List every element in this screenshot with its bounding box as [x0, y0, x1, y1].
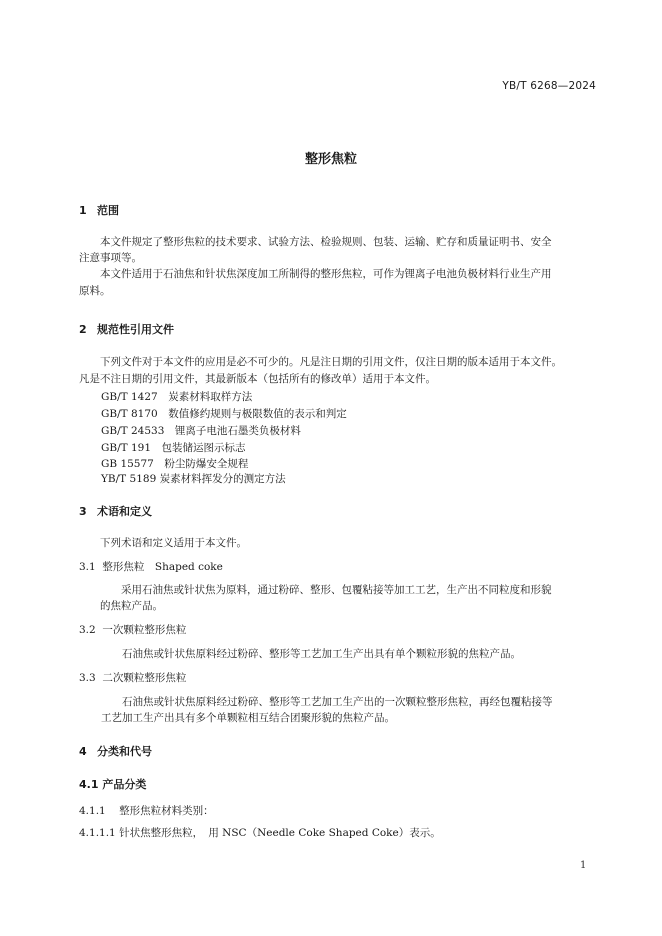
section-4-heading	[79, 743, 152, 759]
reference-item: GB/T 1427 炭素材料取样方法	[101, 391, 253, 403]
term-3-3-definition-line-1: 石油焦或针状焦原料经过粉碎、整形等工艺加工生产出的一次颗粒整形焦粒，再经包覆粘接等	[122, 696, 553, 708]
term-number: 3.3	[79, 672, 96, 684]
reference-item: YB/T 5189 炭素材料挥发分的测定方法	[101, 473, 286, 485]
reference-item: GB/T 8170 数值修约规则与极限数值的表示和判定	[101, 408, 347, 420]
scope-paragraph-2-line-2: 原料。	[79, 285, 111, 297]
section-number: 4	[79, 745, 87, 758]
term-3-1-heading	[79, 559, 223, 574]
term-3-3-definition-line-2: 工艺加工生产出具有多个单颗粒相互结合团聚形貌的焦粒产品。	[101, 712, 395, 724]
clause-number: 4.1.1	[79, 805, 106, 817]
document-number: YB/T 6268—2024	[502, 80, 596, 92]
terms-intro: 下列术语和定义适用于本文件。	[100, 537, 247, 549]
section-title: 范围	[97, 204, 119, 217]
references-intro-line-1: 下列文件对于本文件的应用是必不可少的。凡是注日期的引用文件，仅注日期的版本适用于本文件。	[100, 356, 562, 368]
term-3-2-heading	[79, 622, 186, 637]
section-title: 分类和代号	[97, 745, 152, 758]
section-number: 3	[79, 505, 87, 518]
clause-number: 4.1.1.1	[79, 827, 116, 839]
references-intro-line-2: 凡是不注日期的引用文件，其最新版本（包括所有的修改单）适用于本文件。	[79, 373, 436, 385]
clause-text: 整形焦粒材料类别：	[119, 805, 214, 817]
section-2-heading	[79, 321, 174, 337]
section-number: 2	[79, 323, 87, 336]
section-title: 规范性引用文件	[97, 323, 174, 336]
term-title: 整形焦粒 Shaped coke	[102, 561, 223, 573]
page-title: 整形焦粒	[304, 152, 357, 167]
clause-4-1-1-1	[79, 825, 441, 840]
reference-item: GB/T 24533 锂离子电池石墨类负极材料	[101, 425, 301, 437]
section-number: 1	[79, 204, 87, 217]
term-3-2-definition-line-1: 石油焦或针状焦原料经过粉碎、整形等工艺加工生产出具有单个颗粒形貌的焦粒产品。	[122, 648, 521, 660]
clause-text: 针状焦整形焦粒， 用 NSC（Needle Coke Shaped Coke）表示。	[119, 827, 441, 839]
scope-paragraph-1-line-1: 本文件规定了整形焦粒的技术要求、试验方法、检验规则、包装、运输、贮存和质量证明书、安全	[100, 236, 552, 248]
term-3-1-definition-line-1: 采用石油焦或针状焦为原料，通过粉碎、整形、包覆粘接等加工工艺，生产出不同粒度和形貌	[121, 584, 552, 596]
term-number: 3.2	[79, 624, 96, 636]
term-3-3-heading	[79, 670, 186, 685]
term-title: 二次颗粒整形焦粒	[102, 672, 187, 684]
term-title: 一次颗粒整形焦粒	[102, 624, 187, 636]
page-number: 1	[580, 860, 587, 871]
section-title: 术语和定义	[97, 505, 152, 518]
section-1-heading	[79, 202, 119, 218]
scope-paragraph-2-line-1: 本文件适用于石油焦和针状焦深度加工所制得的整形焦粒，可作为锂离子电池负极材料行业生产用	[100, 268, 552, 280]
term-number: 3.1	[79, 561, 96, 573]
clause-4-1-1	[79, 803, 214, 818]
subsection-4-1-heading: 4.1 产品分类	[79, 778, 147, 791]
reference-item: GB 15577 粉尘防爆安全规程	[101, 458, 249, 470]
reference-item: GB/T 191 包装储运图示标志	[101, 442, 246, 454]
section-3-heading	[79, 503, 152, 519]
term-3-1-definition-line-2: 的焦粒产品。	[100, 600, 163, 612]
scope-paragraph-1-line-2: 注意事项等。	[79, 252, 142, 264]
